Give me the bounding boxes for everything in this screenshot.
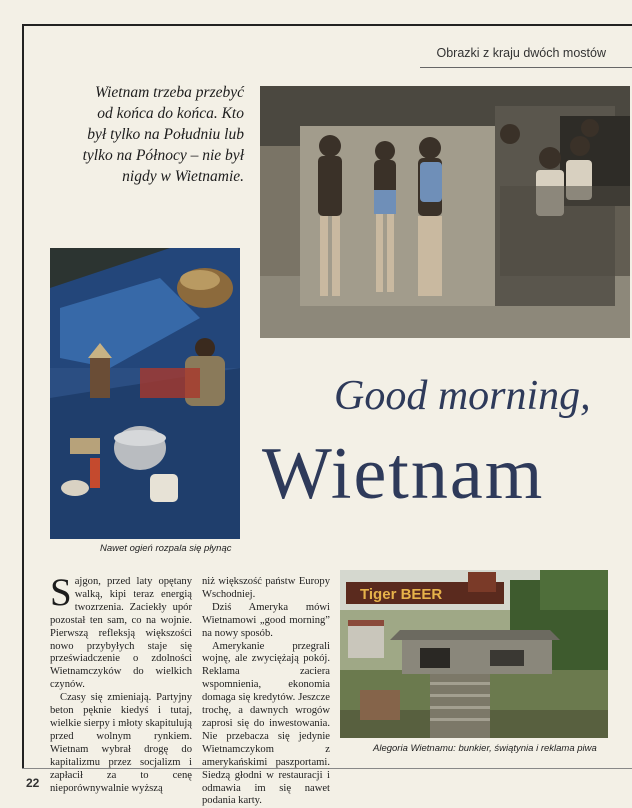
body-paragraph: Amerykanie przegrali wojnę, ale zwyciężają pokój. Reklama zaciera wspomnienia, ekonomia domaga się kredytów. Jeszcze trochę, a dawnych wrogów zaprosi się do inwestowania. Nie przebacza się jedynie Wietnamczykom z amerykańskimi paszportami. Siedzą głodni w restauracji i odmawia im się nawet podania karty. [202, 640, 330, 807]
body-paragraph: niż większość państw Europy Wschodniej. [202, 576, 330, 600]
boat-photo-caption: Nawet ogień rozpala się płynąc [100, 543, 232, 554]
frame-top-rule [22, 24, 632, 26]
headline-line-1: Good morning, [334, 373, 591, 419]
boat-photo [50, 248, 240, 539]
headline-line-2: Wietnam [262, 433, 545, 515]
body-paragraph: Czasy się zmieniają. Partyjny beton pęknie kiedyś i tutaj, wielkie sierpy i młoty skapitulują przed wolnym rynkiem. Wietnam wybrał drogę do kapitalizmu przez socjalizm i zapłacił za to cenę nieporównywalnie wyższą [50, 692, 192, 794]
section-title-rule [420, 67, 632, 68]
drop-cap: S [50, 571, 72, 614]
body-column-1 [50, 571, 192, 795]
page-number: 22 [26, 776, 40, 790]
section-title: Obrazki z kraju dwóch mostów [436, 46, 606, 60]
intro-quote: Wietnam trzeba przebyć od końca do końca. Kto był tylko na Południu lub tylko na Północy – nie był nigdy w Wietnamie. [82, 84, 244, 185]
frame-left-rule [22, 24, 24, 769]
beer-sign-text: Tiger BEER [360, 586, 443, 603]
body-paragraph: Sajgon, przed laty opętany walką, kipi teraz energią twozrzenia. Zaciekły upór pozostał ten sam, co na wojnie. Pierwszą refleksją większości nowo przybyłych staje się przeświadczenie o zdolności Wietnamczyków do wielkich czynów. [50, 571, 192, 691]
children-photo [260, 86, 630, 338]
body-paragraph: Dziś Ameryka mówi Wietnamowi „good morning” na nowy sposób. [202, 601, 330, 639]
bunker-photo [340, 570, 608, 738]
body-column-2 [202, 576, 330, 808]
bunker-photo-caption: Alegoria Wietnamu: bunkier, świątynia i reklama piwa [373, 743, 597, 754]
